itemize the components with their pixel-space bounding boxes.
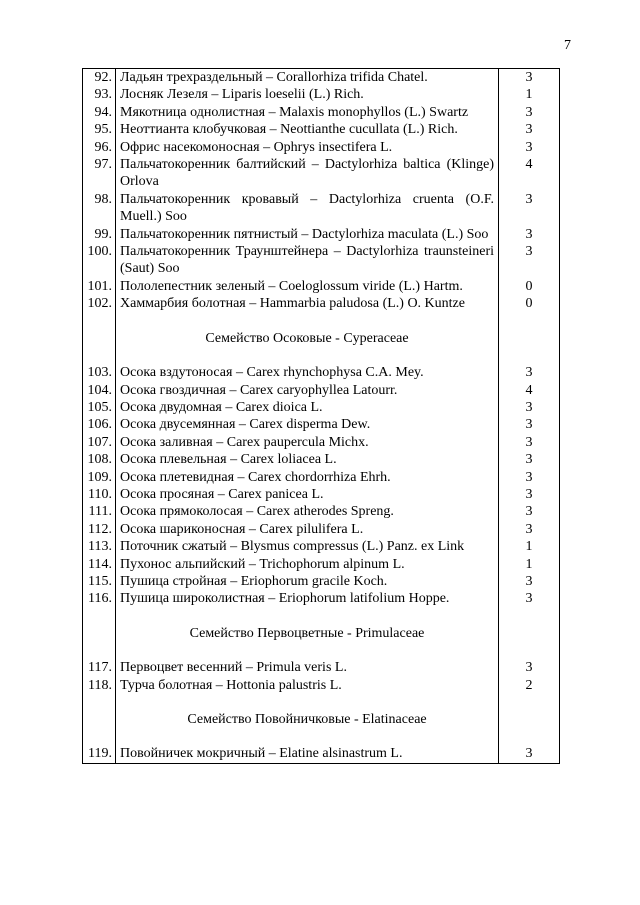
rarity-category: 3 <box>499 104 560 121</box>
table-row <box>83 226 560 243</box>
species-name: Повойничек мокричный – Elatine alsinastrum L. <box>116 745 499 763</box>
table-row <box>83 121 560 138</box>
family-heading: Семейство Первоцветные - Primulaceae <box>116 608 499 659</box>
row-number: 97. <box>83 156 116 191</box>
family-row <box>83 313 560 364</box>
table-row <box>83 416 560 433</box>
table-row <box>83 243 560 278</box>
row-number: 94. <box>83 104 116 121</box>
table-row <box>83 191 560 226</box>
species-name: Осока двусемянная – Carex disperma Dew. <box>116 416 499 433</box>
row-number: 104. <box>83 382 116 399</box>
rarity-category: 3 <box>499 521 560 538</box>
table-body <box>83 69 560 764</box>
page-number: 7 <box>564 38 571 53</box>
row-number: 103. <box>83 364 116 381</box>
rarity-category: 3 <box>499 745 560 763</box>
row-number <box>83 313 116 364</box>
species-name: Осока заливная – Carex paupercula Michx. <box>116 434 499 451</box>
table-row <box>83 399 560 416</box>
species-name: Хаммарбия болотная – Hammarbia paludosa (L.) O. Kuntze <box>116 295 499 312</box>
row-number: 92. <box>83 69 116 87</box>
row-number: 106. <box>83 416 116 433</box>
species-name: Пальчатокоренник Траунштейнера – Dactylorhiza traunsteineri (Saut) Soo <box>116 243 499 278</box>
row-number: 100. <box>83 243 116 278</box>
species-name: Ладьян трехраздельный – Corallorhiza trifida Chatel. <box>116 69 499 87</box>
species-table <box>82 68 560 764</box>
row-number: 109. <box>83 469 116 486</box>
species-name: Осока гвоздичная – Carex caryophyllea Latourr. <box>116 382 499 399</box>
table-row <box>83 451 560 468</box>
species-name: Турча болотная – Hottonia palustris L. <box>116 677 499 694</box>
row-number: 118. <box>83 677 116 694</box>
species-name: Лосняк Лезеля – Liparis loeselii (L.) Rich. <box>116 86 499 103</box>
table-row <box>83 156 560 191</box>
species-name: Неоттианта клобучковая – Neottianthe cucullata (L.) Rich. <box>116 121 499 138</box>
row-number: 119. <box>83 745 116 763</box>
table-row <box>83 556 560 573</box>
species-name: Поточник сжатый – Blysmus compressus (L.) Panz. ex Link <box>116 538 499 555</box>
species-name: Пололепестник зеленый – Coeloglossum viride (L.) Hartm. <box>116 278 499 295</box>
species-name: Осока двудомная – Carex dioica L. <box>116 399 499 416</box>
rarity-category: 1 <box>499 556 560 573</box>
rarity-category: 3 <box>499 659 560 676</box>
rarity-category <box>499 694 560 745</box>
rarity-category: 3 <box>499 69 560 87</box>
row-number: 115. <box>83 573 116 590</box>
table-row <box>83 139 560 156</box>
rarity-category: 3 <box>499 226 560 243</box>
rarity-category: 3 <box>499 573 560 590</box>
row-number: 107. <box>83 434 116 451</box>
family-heading: Семейство Осоковые - Cyperaceae <box>116 313 499 364</box>
table-row <box>83 745 560 763</box>
species-name: Осока прямоколосая – Carex atherodes Spreng. <box>116 503 499 520</box>
table-row <box>83 573 560 590</box>
row-number: 108. <box>83 451 116 468</box>
rarity-category: 4 <box>499 382 560 399</box>
rarity-category: 3 <box>499 139 560 156</box>
row-number: 99. <box>83 226 116 243</box>
table-row <box>83 364 560 381</box>
table-row <box>83 538 560 555</box>
row-number: 113. <box>83 538 116 555</box>
row-number: 111. <box>83 503 116 520</box>
table-row <box>83 659 560 676</box>
rarity-category: 3 <box>499 364 560 381</box>
table-row <box>83 469 560 486</box>
table-row <box>83 503 560 520</box>
row-number: 114. <box>83 556 116 573</box>
row-number: 102. <box>83 295 116 312</box>
rarity-category: 3 <box>499 121 560 138</box>
rarity-category: 4 <box>499 156 560 191</box>
row-number: 112. <box>83 521 116 538</box>
rarity-category: 0 <box>499 278 560 295</box>
species-name: Пальчатокоренник кровавый – Dactylorhiza cruenta (O.F. Muell.) Soo <box>116 191 499 226</box>
species-name: Пальчатокоренник балтийский – Dactylorhiza baltica (Klinge) Orlova <box>116 156 499 191</box>
species-name: Офрис насекомоносная – Ophrys insectifera L. <box>116 139 499 156</box>
species-name: Осока шариконосная – Carex pilulifera L. <box>116 521 499 538</box>
row-number: 95. <box>83 121 116 138</box>
rarity-category: 1 <box>499 86 560 103</box>
row-number: 110. <box>83 486 116 503</box>
row-number: 116. <box>83 590 116 607</box>
rarity-category: 1 <box>499 538 560 555</box>
species-name: Мякотница однолистная – Malaxis monophyllos (L.) Swartz <box>116 104 499 121</box>
table-row <box>83 69 560 87</box>
family-row <box>83 694 560 745</box>
rarity-category: 3 <box>499 503 560 520</box>
rarity-category: 2 <box>499 677 560 694</box>
rarity-category: 0 <box>499 295 560 312</box>
table-row <box>83 521 560 538</box>
rarity-category: 3 <box>499 191 560 226</box>
rarity-category: 3 <box>499 590 560 607</box>
table-row <box>83 86 560 103</box>
species-name: Осока плевельная – Carex loliacea L. <box>116 451 499 468</box>
table-row <box>83 434 560 451</box>
table-row <box>83 278 560 295</box>
species-name: Первоцвет весенний – Primula veris L. <box>116 659 499 676</box>
family-row <box>83 608 560 659</box>
species-name: Пальчатокоренник пятнистый – Dactylorhiza maculata (L.) Soo <box>116 226 499 243</box>
rarity-category: 3 <box>499 469 560 486</box>
rarity-category: 3 <box>499 451 560 468</box>
species-name: Осока просяная – Carex panicea L. <box>116 486 499 503</box>
row-number: 98. <box>83 191 116 226</box>
rarity-category <box>499 608 560 659</box>
species-name: Пухонос альпийский – Trichophorum alpinum L. <box>116 556 499 573</box>
table-row <box>83 677 560 694</box>
species-name: Осока вздутоносая – Carex rhynchophysa C.A. Mey. <box>116 364 499 381</box>
row-number: 96. <box>83 139 116 156</box>
species-name: Пушица широколистная – Eriophorum latifolium Hoppe. <box>116 590 499 607</box>
species-name: Пушица стройная – Eriophorum gracile Koch. <box>116 573 499 590</box>
rarity-category: 3 <box>499 399 560 416</box>
table-row <box>83 295 560 312</box>
rarity-category <box>499 313 560 364</box>
row-number: 105. <box>83 399 116 416</box>
rarity-category: 3 <box>499 243 560 278</box>
row-number <box>83 694 116 745</box>
row-number <box>83 608 116 659</box>
table-row <box>83 382 560 399</box>
table-row <box>83 104 560 121</box>
table-row <box>83 486 560 503</box>
rarity-category: 3 <box>499 434 560 451</box>
species-name: Осока плетевидная – Carex chordorrhiza Ehrh. <box>116 469 499 486</box>
family-heading: Семейство Повойничковые - Elatinaceae <box>116 694 499 745</box>
row-number: 93. <box>83 86 116 103</box>
row-number: 117. <box>83 659 116 676</box>
rarity-category: 3 <box>499 416 560 433</box>
row-number: 101. <box>83 278 116 295</box>
table-row <box>83 590 560 607</box>
rarity-category: 3 <box>499 486 560 503</box>
